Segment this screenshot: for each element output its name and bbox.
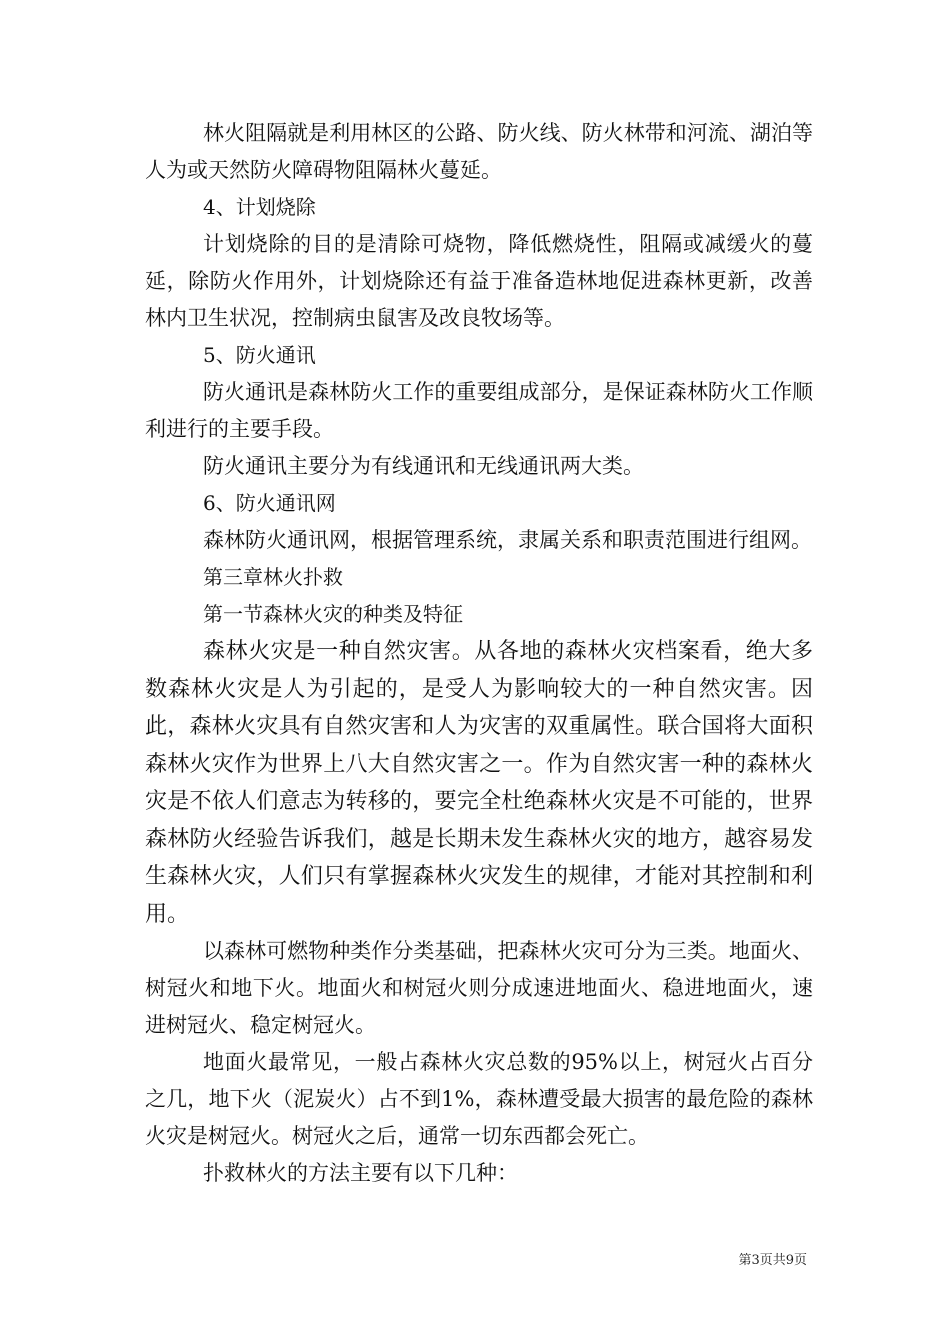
paragraph-fire-barrier: 林火阻隔就是利用林区的公路、防火线、防火林带和河流、湖泊等人为或天然防火障碍物阻隔林火蔓延。 [145,121,813,182]
paragraph-fire-classification: 以森林可燃物种类作分类基础，把森林火灾可分为三类。地面火、树冠火和地下火。地面火和树冠火则分成速进地面火、稳进地面火，速进树冠火、稳定树冠火。 [145,939,813,1037]
paragraph-fire-communication: 防火通讯是森林防火工作的重要组成部分，是保证森林防火工作顺利进行的主要手段。 [145,380,813,441]
paragraph-communication-types: 防火通讯主要分为有线通讯和无线通讯两大类。 [203,454,644,478]
heading-communication-network: 6、防火通讯网 [203,491,336,515]
page-number-footer: 第3页共9页 [738,1253,807,1268]
paragraph-communication-network: 森林防火通讯网，根据管理系统，隶属关系和职责范围进行组网。 [203,528,812,552]
paragraph-forest-fire-nature: 森林火灾是一种自然灾害。从各地的森林火灾档案看，绝大多数森林火灾是人为引起的，是受人为影响较大的一种自然灾害。因此，森林火灾具有自然灾害和人为灾害的双重属性。联合国将大面积森林火灾作为世界上八大自然灾害之一。作为自然灾害一种的森林火灾是不依人们意志为转移的，要完全杜绝森林火灾是不可能的，世界森林防火经验告诉我们，越是长期未发生森林火灾的地方，越容易发生森林火灾，人们只有掌握森林火灾发生的规律，才能对其控制和利用。 [145,639,813,927]
heading-section-one: 第一节森林火灾的种类及特征 [203,602,463,626]
paragraph-suppression-methods: 扑救林火的方法主要有以下几种： [203,1161,518,1185]
document-body [145,115,813,1192]
heading-chapter-three: 第三章林火扑救 [203,565,343,589]
heading-fire-communication: 5、防火通讯 [203,343,316,367]
paragraph-surface-fire: 地面火最常见，一般占森林火灾总数的95%以上，树冠火占百分之几，地下火（泥炭火）占不到1%，森林遭受最大损害的最危险的森林火灾是树冠火。树冠火之后，通常一切东西都会死亡。 [145,1050,813,1148]
paragraph-planned-burning: 计划烧除的目的是清除可烧物，降低燃烧性，阻隔或减缓火的蔓延，除防火作用外，计划烧除还有益于准备造林地促进森林更新，改善林内卫生状况，控制病虫鼠害及改良牧场等。 [145,232,813,330]
heading-planned-burning: 4、计划烧除 [203,195,316,219]
